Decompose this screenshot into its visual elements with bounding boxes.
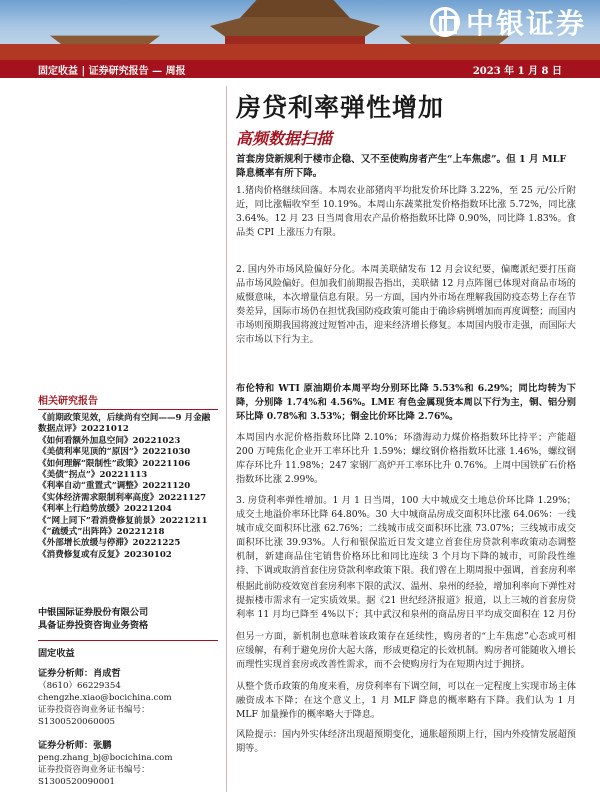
report-type: 固定收益 | 证券研究报告 — 周报: [38, 65, 186, 77]
column-divider: [226, 86, 227, 792]
report-meta-bar: [0, 60, 600, 78]
related-report-item[interactable]: 《如何理解“限制性”政策》20221106: [38, 458, 191, 469]
bank-logo-icon: [430, 7, 460, 37]
brand: [430, 2, 586, 42]
paragraph-text: 风险提示：国内外实体经济出现超预期变化，通胀超预期上行，国内外疫情发展超预期等。: [236, 729, 576, 754]
header-banner: [0, 0, 600, 60]
analyst-email[interactable]: chengzhe.xiao@bocichina.com: [38, 693, 172, 703]
analyst-2: [38, 740, 218, 788]
paragraph-text: 2. 国内外市场风险偏好分化。本周美联储发布 12 月会议纪要，偏鹰派纪要打压商品市场风险偏好。但加我们前期报告指出，美联储 12 月点阵图已体现对商品市场的威慑意味，本次增量信息有限。另一方面，国内外市场在理解我国防疫态势上存在节奏差异，国际市场仍在担忧我国防疫政策可能由于确诊病例增加而再度调整；而国内市场则预期我国将渡过短暂冲击，迎来经济增长修复。本周国内股市走强，而国际大宗市场以下行为主。: [236, 264, 576, 345]
paragraph-text: 本周国内水泥价格指数环比降 2.10%；环渤海动力煤价格指数环比持平；产能超 200 万吨焦化企业开工率环比升 1.59%；螺纹钢价格指数环比涨 1.46%，螺纹钢库存环比升 11.98%；247 家钢厂高炉开工率环比升 0.76%。上周中国铁矿石价格指数环比涨 2.99%。: [236, 432, 576, 485]
paragraph-9: [236, 728, 576, 756]
paragraph-text: 布伦特和 WTI 原油期价本周平均分别环比降 5.53%和 6.29%；同比均转为下降，分别降 1.74%和 4.56%。LME 有色金属现货本周以下行为主，铜、铝分别环比降 0.78%和 3.53%；铜金比价环比降 2.76%。: [236, 383, 576, 422]
paragraph-7: [236, 630, 576, 672]
page-title: 房贷利率弹性增加: [236, 93, 445, 122]
analyst-email[interactable]: peng.zhang_bj@bocichina.com: [38, 753, 173, 763]
rating-divider: [38, 640, 218, 641]
paragraph-3: [236, 382, 576, 424]
related-report-item[interactable]: 《美债“拐点”》20221113: [38, 470, 148, 481]
paragraph-text: 但另一方面，新机制也意味着该政策存在延续性，购房者的“上车焦虑”心态或可相应缓解，有利于避免房价大起大落，形成更稳定的长效机制。购房者可能随收入增长而理性实现首套房或改善性需求，而不会使购房行为在短期内过于拥挤。: [236, 631, 576, 670]
paragraph-2: [236, 263, 576, 375]
analyst-1: [38, 668, 218, 728]
related-report-item[interactable]: 《如何看额外加息空间》20221023: [38, 435, 181, 446]
related-report-item[interactable]: 《利率上行趋势放缓》20221204: [38, 504, 172, 515]
rating-section: [38, 640, 218, 659]
related-reports: [38, 392, 218, 561]
related-report-item[interactable]: 《“网上同下”看消费修复前景》20221211: [38, 515, 208, 526]
report-date: 2023 年 1 月 8 日: [472, 65, 562, 77]
related-report-item[interactable]: 《前期政策见效，后续尚有空间——9 月金融数据点评》20221012: [38, 413, 211, 435]
paragraph-5: [236, 494, 576, 578]
paragraph-1: [236, 184, 576, 254]
related-report-item[interactable]: 《外部增长放缓与停滞》20221225: [38, 538, 181, 549]
analyst-title: 证券分析师：张鹏: [38, 740, 112, 751]
analyst-phone: （8610）66229354: [38, 681, 121, 691]
page-subtitle: 高频数据扫描: [236, 129, 333, 148]
related-report-item[interactable]: 《消费修复或有反复》20230102: [38, 549, 172, 560]
paragraph-text: 3. 房贷利率弹性增加。1 月 1 日当周，100 大中城成交土地总价环比降 1.29%；成交土地溢价率环比降 64.80%。30 大中城商品房成交面积环比涨 64.06%：一线城市成交面积环比涨 62.76%；二线城市成交面积环比涨 73.07%；三线城市成交面积环比涨 39.93%。人行和银保监近日发文建立首套住房贷款利率政策动态调整机制，新建商品住宅销售价格环比和同比连续 3 个月均下降的城市，可阶段性维持、下调或取消首套住房贷款利率政策下限。我们曾在上期周报中强调，首套房利率: [236, 495, 576, 576]
analyst-cert: 证券投资咨询业务证书编号：S1300520090001: [38, 765, 150, 787]
paragraph-8: [236, 680, 576, 722]
company-info: [38, 606, 218, 632]
palace-roof-top: [240, 0, 350, 18]
lead-summary: 首套房贷新规利于楼市企稳、又不至使购房者产生“上车焦虑”。但 1 月 MLF 降息概率有所下降。: [236, 154, 567, 179]
related-report-item[interactable]: 《利率自动“重置式”调整》20221120: [38, 481, 191, 492]
rating-label: 固定收益: [38, 648, 75, 659]
related-report-item[interactable]: 《“疏缓式”出阵阵》20221218: [38, 527, 165, 538]
brand-name: 中银证券: [465, 7, 586, 40]
related-report-item[interactable]: 《实体经济需求限制利率高度》20221127: [38, 492, 207, 503]
related-report-item[interactable]: 《美债利率见顶的“原因”》20221030: [38, 447, 191, 458]
related-reports-heading: 相关研究报告: [38, 392, 218, 410]
paragraph-text: 1.猪肉价格继续回落。本周农业部猪肉平均批发价环比降 3.22%，至 25 元/公斤附近，同比涨幅收窄至 10.19%。本周山东蔬菜批发价格指数环比涨 5.72%，同比涨 3.64%。12 月 23 日当周食用农产品价格指数环比降 0.90%，同比降 1.83%。食品类 CPI 上涨压力有限。: [236, 185, 576, 238]
palace-wall: [0, 44, 600, 60]
analyst-title: 证券分析师：肖成哲: [38, 668, 121, 679]
palace-side-left: [50, 30, 160, 44]
paragraph-text: 根据此前防疫效宽首套房利率下限的武汉、温州、泉州的经验，增加利率向下弹性对提振楼市需求有一定实质效果。据《21 世纪经济报道》报道，以上三城的首套房贷利率 11 月均已降至 4%以下；其中武汉和泉州的商品房日平均成交面积在 12 月份: [236, 581, 576, 620]
analyst-cert: 证券投资咨询业务证书编号：S1300520060005: [38, 705, 150, 727]
paragraph-6: [236, 580, 576, 622]
paragraph-4: [236, 431, 576, 487]
company-name: 中银国际证券股份有限公司 具备证券投资咨询业务资格: [38, 607, 149, 631]
paragraph-text: 从整个货币政策的角度来看，房贷利率有下调空间，可以在一定程度上实现市场主体融资成本下降；在这个意义上，1 月 MLF 降息的概率略有下降。我们认为 1 月 MLF 加量操作的概率略大于降息。: [236, 681, 576, 720]
